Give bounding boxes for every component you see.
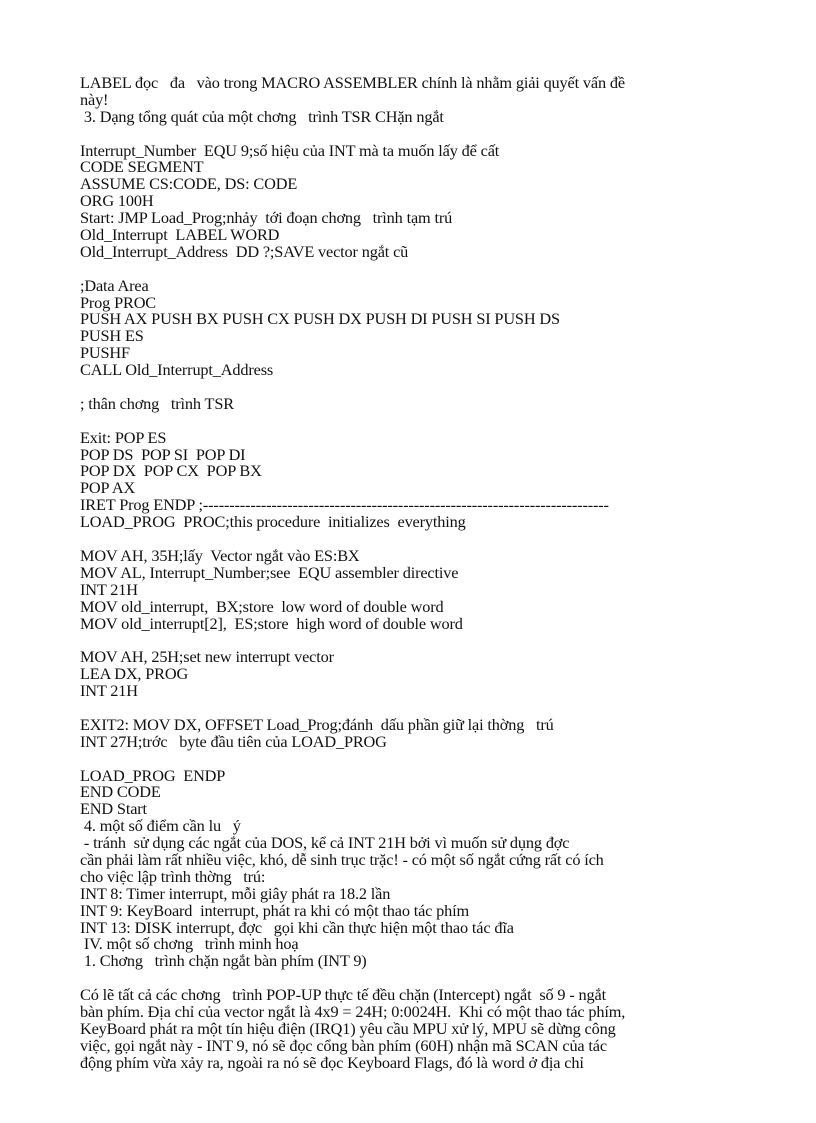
text-line: END Start	[80, 799, 147, 819]
text-line: LOAD_PROG ENDP	[80, 765, 226, 785]
blank-line	[80, 413, 770, 430]
text-line: MOV old_interrupt[2], ES;store high word of double word	[80, 613, 463, 633]
text-line: IRET Prog ENDP ;-----------------------------------------------------------------------------	[80, 495, 609, 515]
text-line: Interrupt_Number EQU 9;số hiệu của INT mà ta muốn lấy để cất	[80, 140, 500, 160]
text-line: PUSHF	[80, 343, 130, 363]
text-line: KeyBoard phát ra một tín hiệu điện (IRQ1) yêu cầu MPU xử lý, MPU sẽ dừng công	[80, 1018, 616, 1038]
text-line: Start: JMP Load_Prog;nhảy tới đoạn chơng trình tạm trú	[80, 208, 453, 228]
text-line: bàn phím. Địa chỉ của vector ngắt là 4x9 = 24H; 0:0024H. Khi có một thao tác phím,	[80, 1001, 626, 1021]
text-line: ORG 100H	[80, 191, 154, 211]
text-line: 1. Chơng trình chặn ngắt bàn phím (INT 9)	[80, 951, 367, 971]
text-line: cần phải làm rất nhiều việc, khó, dễ sinh trục trặc! - có một số ngắt cứng rất có ích	[80, 849, 604, 869]
text-line: ;Data Area	[80, 275, 149, 295]
text-line: POP AX	[80, 478, 136, 498]
blank-line	[80, 261, 770, 278]
text-line: END CODE	[80, 782, 161, 802]
text-line: EXIT2: MOV DX, OFFSET Load_Prog;đánh dấu phần giữ lại thờng trú	[80, 714, 554, 734]
text-line: Old_Interrupt LABEL WORD	[80, 225, 280, 245]
text-line: MOV old_interrupt, BX;store low word of double word	[80, 596, 444, 616]
text-line: Exit: POP ES	[80, 427, 167, 447]
text-line: LEA DX, PROG	[80, 664, 189, 684]
text-line: LOAD_PROG PROC;this procedure initializes everything	[80, 512, 466, 532]
text-line: INT 21H	[80, 579, 138, 599]
text-line: CALL Old_Interrupt_Address	[80, 360, 274, 380]
text-line: - tránh sử dụng các ngắt của DOS, kể cả INT 21H bởi vì muốn sử dụng đợc	[80, 833, 570, 853]
text-line: PUSH AX PUSH BX PUSH CX PUSH DX PUSH DI PUSH SI PUSH DS	[80, 309, 560, 329]
text-line: Có lẽ tất cả các chơng trình POP-UP thực tế đều chặn (Intercept) ngắt số 9 - ngắt	[80, 985, 606, 1005]
text-line: Prog PROC	[80, 292, 157, 312]
text-line: INT 9: KeyBoard interrupt, phát ra khi có một thao tác phím	[80, 900, 470, 920]
text-line: này!	[80, 89, 109, 109]
text-line: POP DX POP CX POP BX	[80, 461, 262, 481]
text-line: INT 21H	[80, 681, 138, 701]
text-line: INT 13: DISK interrupt, đợc gọi khi cần thực hiện một thao tác đĩa	[80, 917, 514, 937]
blank-line	[80, 751, 770, 768]
text-line: ASSUME CS:CODE, DS: CODE	[80, 174, 298, 194]
text-line: MOV AH, 35H;lấy Vector ngắt vào ES:BX	[80, 545, 360, 565]
text-line: LABEL đọc đa vào trong MACRO ASSEMBLER chính là nhằm giải quyết vấn đề	[80, 73, 625, 92]
text-line: cho việc lập trình thờng trú:	[80, 866, 266, 886]
text-line: MOV AL, Interrupt_Number;see EQU assembler directive	[80, 562, 459, 582]
text-line: Old_Interrupt_Address DD ?;SAVE vector ngắt cũ	[80, 241, 409, 261]
text-line: 3. Dạng tổng quát của một chơng trình TSR CHặn ngắt	[80, 106, 444, 126]
text-line: CODE SEGMENT	[80, 157, 204, 177]
text-line: IV. một số chơng trình minh hoạ	[80, 934, 299, 954]
text-line: INT 8: Timer interrupt, mỗi giây phát ra 18.2 lần	[80, 883, 391, 903]
text-line: POP DS POP SI POP DI	[80, 444, 246, 464]
text-line: INT 27H;trớc byte đầu tiên của LOAD_PROG	[80, 731, 387, 751]
text-line: 4. một số điểm cần lu ý	[80, 816, 241, 836]
text-line: PUSH ES	[80, 326, 144, 346]
text-line: MOV AH, 25H;set new interrupt vector	[80, 647, 334, 667]
text-line: việc, gọi ngắt này - INT 9, nó sẽ đọc cổng bàn phím (60H) nhận mã SCAN của tác	[80, 1035, 607, 1055]
document-body	[80, 75, 770, 1072]
text-line: ; thân chơng trình TSR	[80, 393, 234, 413]
text-line: động phím vừa xảy ra, ngoài ra nó sẽ đọc Keyboard Flags, đó là word ở địa chỉ	[80, 1052, 584, 1072]
